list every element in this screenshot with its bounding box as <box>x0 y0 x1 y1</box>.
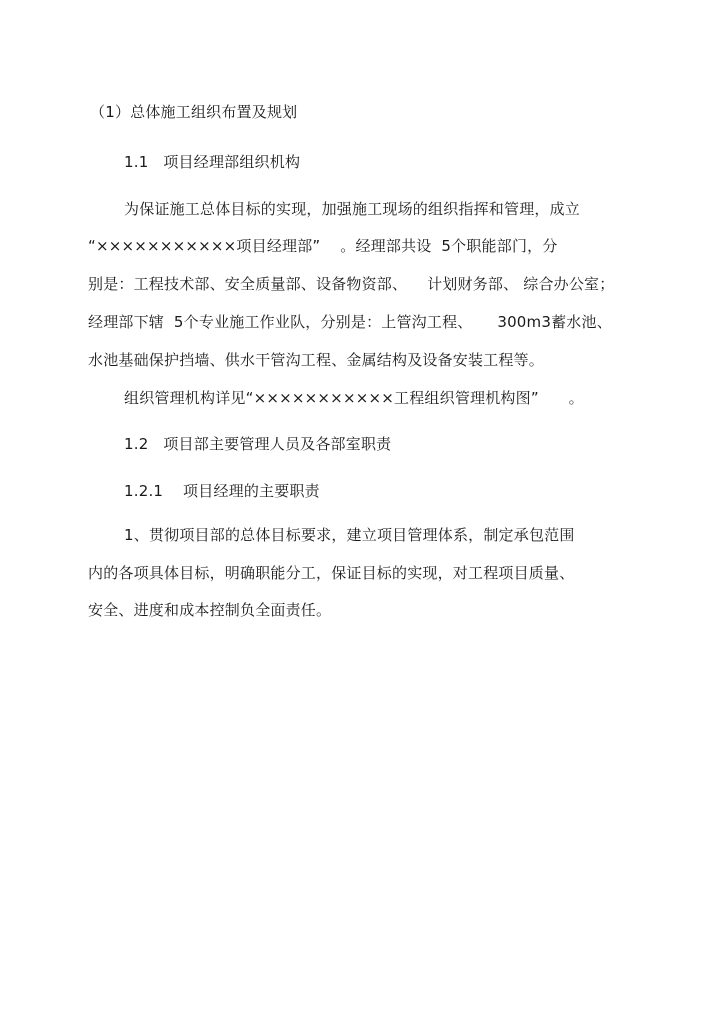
paragraph-line: 1、贯彻项目部的总体目标要求，建立项目管理体系，制定承包范围 <box>124 526 575 544</box>
paragraph-line: “×××××××××××项目经理部” 。经理部共设 5个职能部门，分 <box>88 237 558 255</box>
subsection-heading-1-2-1: 1.2.1 项目经理的主要职责 <box>124 482 320 500</box>
section-heading: （1）总体施工组织布置及规划 <box>90 103 298 121</box>
paragraph-line: 别是：工程技术部、安全质量部、设备物资部、 计划财务部、 综合办公室； <box>88 275 615 293</box>
subsection-heading-1-2: 1.2 项目部主要管理人员及各部室职责 <box>124 435 392 453</box>
subsection-heading-1-1: 1.1 项目经理部组织机构 <box>124 153 301 171</box>
paragraph-line: 安全、进度和成本控制负全面责任。 <box>88 601 332 619</box>
paragraph-line: 水池基础保护挡墙、供水干管沟工程、金属结构及设备安装工程等。 <box>88 351 545 369</box>
paragraph-line: 组织管理机构详见“×××××××××××工程组织管理机构图” 。 <box>124 389 584 407</box>
paragraph-line: 经理部下辖 5个专业施工作业队，分别是：上管沟工程、 300m3蓄水池、 <box>88 313 612 331</box>
paragraph-line: 内的各项具体目标，明确职能分工，保证目标的实现，对工程项目质量、 <box>88 564 575 582</box>
paragraph-line: 为保证施工总体目标的实现，加强施工现场的组织指挥和管理，成立 <box>124 200 581 218</box>
